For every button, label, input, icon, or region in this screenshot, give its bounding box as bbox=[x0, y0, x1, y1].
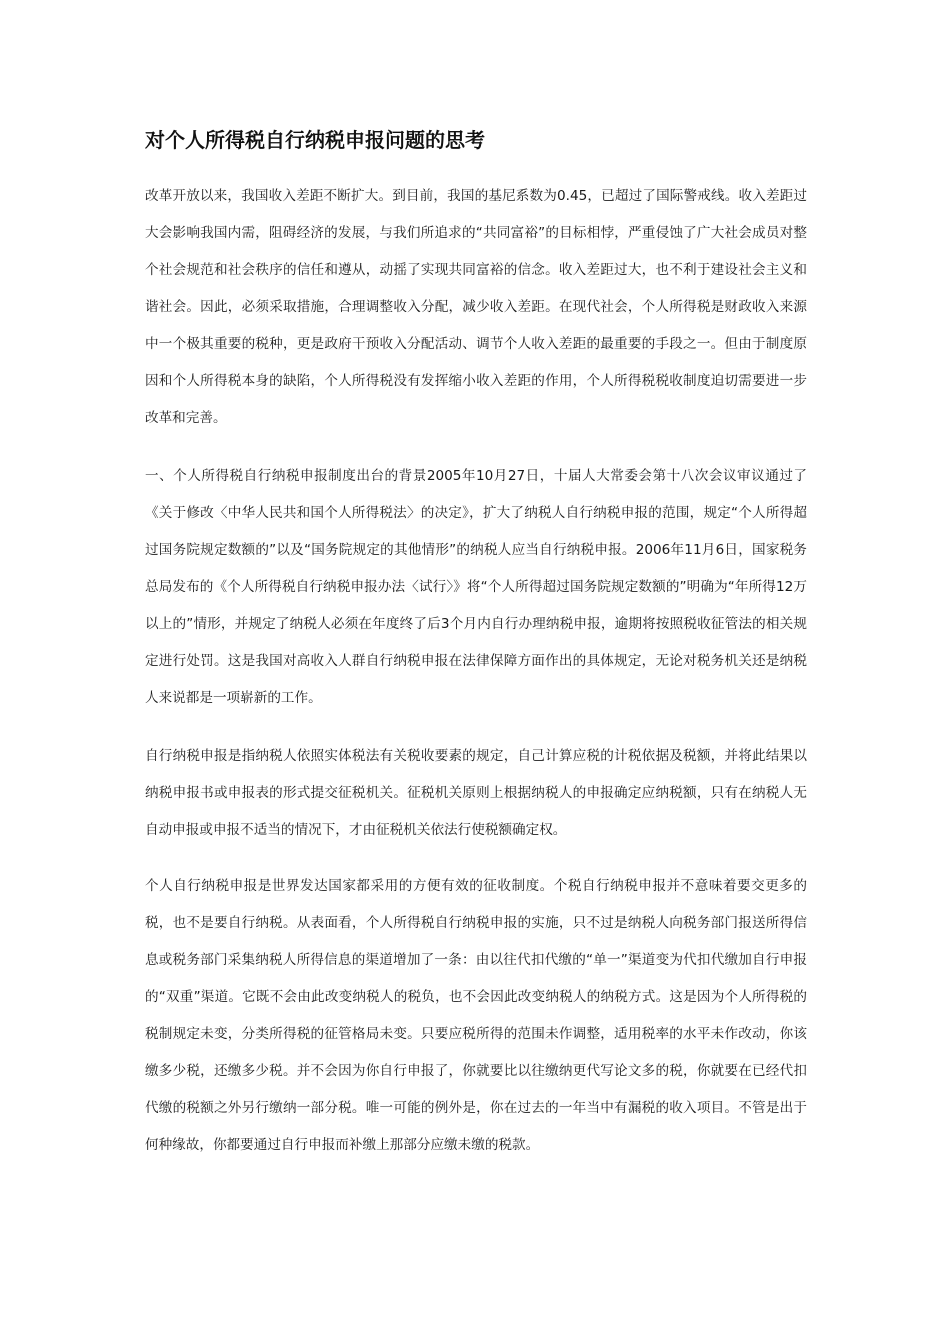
paragraph-background: 一、个人所得税自行纳税申报制度出台的背景2005年10月27日，十届人大常委会第十八次会议审议通过了《关于修改〈中华人民共和国个人所得税法〉的决定》，扩大了纳税人自行纳税申报的范围，规定“个人所得超过国务院规定数额的”以及“国务院规定的其他情形”的纳税人应当自行纳税申报。2006年11月6日，国家税务总局发布的《个人所得税自行纳税申报办法〈试行〉》将“个人所得超过国务院规定数额的”明确为“年所得12万以上的”情形，并规定了纳税人必须在年度终了后3个月内自行办理纳税申报，逾期将按照税收征管法的相关规定进行处罚。这是我国对高收入人群自行纳税申报在法律保障方面作出的具体规定，无论对税务机关还是纳税人来说都是一项崭新的工作。 bbox=[145, 468, 807, 706]
document-title: 对个人所得税自行纳税申报问题的思考 bbox=[145, 128, 485, 152]
paragraph-definition: 自行纳税申报是指纳税人依照实体税法有关税收要素的规定，自己计算应税的计税依据及税额，并将此结果以纳税申报书或申报表的形式提交征税机关。征税机关原则上根据纳税人的申报确定应纳税额，只有在纳税人无自动申报或申报不适当的情况下，才由征税机关依法行使税额确定权。 bbox=[145, 748, 807, 838]
paragraph-intro: 改革开放以来，我国收入差距不断扩大。到目前，我国的基尼系数为0.45，已超过了国际警戒线。收入差距过大会影响我国内需，阻碍经济的发展，与我们所追求的“共同富裕”的目标相悖，严重侵蚀了广大社会成员对整个社会规范和社会秩序的信任和遵从，动摇了实现共同富裕的信念。收入差距过大，也不利于建设社会主义和谐社会。因此，必须采取措施，合理调整收入分配，减少收入差距。在现代社会，个人所得税是财政收入来源中一个极其重要的税种，更是政府干预收入分配活动、调节个人收入差距的最重要的手段之一。但由于制度原因和个人所得税本身的缺陷，个人所得税没有发挥缩小收入差距的作用，个人所得税税收制度迫切需要进一步改革和完善。 bbox=[145, 188, 807, 426]
paragraph-explanation: 个人自行纳税申报是世界发达国家都采用的方便有效的征收制度。个税自行纳税申报并不意味着要交更多的税，也不是要自行纳税。从表面看，个人所得税自行纳税申报的实施，只不过是纳税人向税务部门报送所得信息或税务部门采集纳税人所得信息的渠道增加了一条：由以往代扣代缴的“单一”渠道变为代扣代缴加自行申报的“双重”渠道。它既不会由此改变纳税人的税负，也不会因此改变纳税人的纳税方式。这是因为个人所得税的税制规定未变，分类所得税的征管格局未变。只要应税所得的范围未作调整，适用税率的水平未作改动，你该缴多少税，还缴多少税。并不会因为你自行申报了，你就要比以往缴纳更代写论文多的税，你就要在已经代扣代缴的税额之外另行缴纳一部分税。唯一可能的例外是，你在过去的一年当中有漏税的收入项目。不管是出于何种缘故，你都要通过自行申报而补缴上那部分应缴未缴的税款。 bbox=[145, 878, 807, 1153]
